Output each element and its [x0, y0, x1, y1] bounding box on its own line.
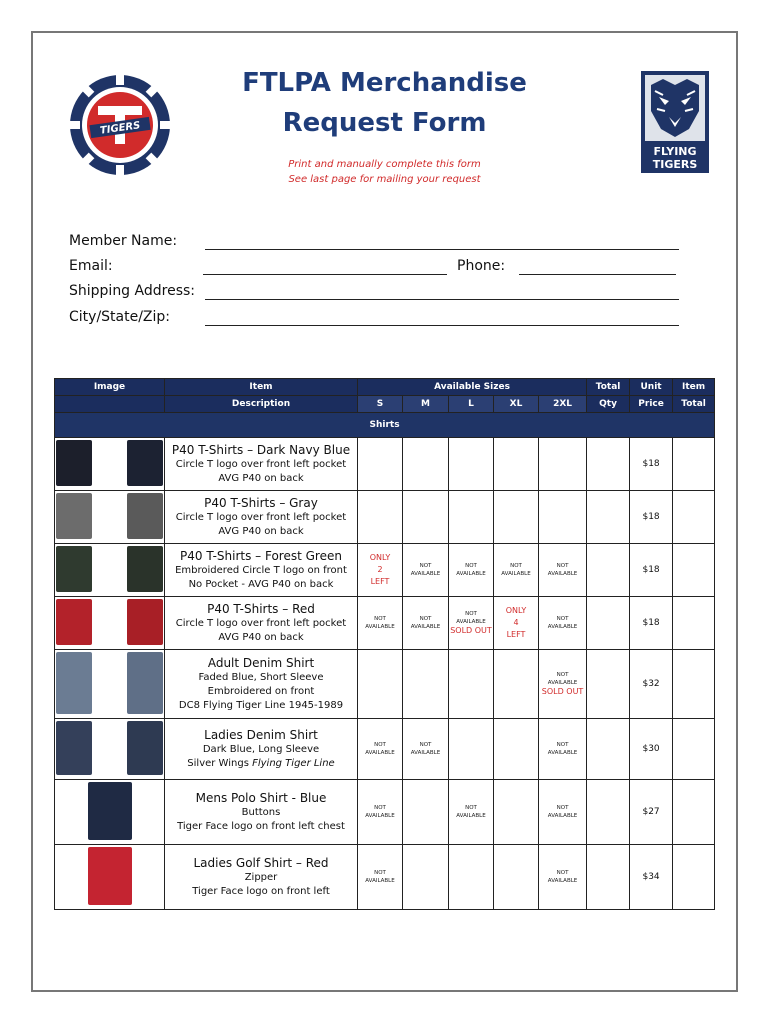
qty-m-input[interactable]	[403, 780, 449, 845]
form-page	[31, 31, 738, 992]
product-photo-back	[127, 546, 163, 592]
size-m-not-available	[403, 597, 449, 650]
item-desc: Embroidered Circle T logo on front	[175, 564, 347, 576]
qty-xl-input[interactable]	[494, 650, 539, 719]
na-text: NOT	[465, 805, 477, 811]
qty-s-input[interactable]	[358, 650, 403, 719]
na-text: AVAILABLE	[547, 624, 578, 630]
only-left-note: LEFT	[506, 630, 526, 639]
logo-left-text: TIGERS	[99, 120, 142, 137]
na-text: NOT	[374, 870, 386, 876]
col-item-total-1: Item	[673, 379, 715, 396]
size-s-not-available	[358, 780, 403, 845]
na-text: NOT	[419, 616, 432, 622]
na-text: NOT	[510, 563, 522, 569]
only-left-count: 2	[377, 565, 383, 574]
col-available-sizes: Available Sizes	[358, 379, 587, 396]
member-name-label: Member Name:	[69, 233, 178, 249]
table-row	[55, 780, 715, 845]
sold-out-badge: SOLD OUT	[450, 626, 492, 635]
qty-m-input[interactable]	[403, 650, 449, 719]
title-line-1: FTLPA Merchandise	[242, 68, 527, 98]
city-state-zip-field[interactable]	[205, 325, 679, 326]
item-name: P40 T-Shirts – Dark Navy Blue	[171, 442, 351, 457]
item-desc: AVG P40 on back	[218, 631, 304, 643]
na-text: AVAILABLE	[410, 624, 441, 630]
table-row	[55, 544, 715, 597]
na-text: NOT	[374, 616, 386, 622]
col-description: Description	[165, 396, 358, 413]
table-row	[55, 438, 715, 491]
page-title	[33, 63, 736, 143]
na-text: NOT	[556, 563, 569, 569]
product-image-cell	[55, 597, 165, 650]
col-unit-price-2: Price	[630, 396, 673, 413]
qty-l-input[interactable]	[449, 650, 494, 719]
total-qty-input[interactable]	[587, 597, 630, 650]
size-l-not-available	[449, 780, 494, 845]
na-text: NOT	[556, 805, 569, 811]
product-photo-front	[56, 493, 92, 539]
subtitle	[33, 157, 736, 187]
shipping-address-field[interactable]	[205, 299, 679, 300]
na-text: NOT	[465, 611, 477, 617]
size-s-not-available	[358, 597, 403, 650]
subtitle-line-1: Print and manually complete this form	[288, 159, 481, 170]
unit-price: $27	[630, 780, 673, 845]
item-desc: No Pocket - AVG P40 on back	[188, 578, 334, 590]
table-row	[55, 845, 715, 910]
item-description-cell	[165, 438, 358, 491]
item-name: P40 T-Shirts – Gray	[204, 495, 318, 510]
size-2xl-not-available	[539, 719, 587, 780]
item-name: Ladies Golf Shirt – Red	[193, 855, 329, 870]
table-row	[55, 491, 715, 544]
table-row	[55, 597, 715, 650]
product-photo	[88, 782, 132, 840]
na-text: AVAILABLE	[547, 813, 578, 819]
item-desc-part: Silver Wings	[187, 757, 253, 769]
qty-l-input[interactable]	[449, 438, 494, 491]
item-total-input[interactable]	[673, 780, 715, 845]
table-header-row-1	[55, 379, 715, 396]
table-header-row-2	[55, 396, 715, 413]
unit-price: $32	[630, 650, 673, 719]
na-text: AVAILABLE	[410, 750, 441, 756]
item-name: P40 T-Shirts – Forest Green	[180, 548, 342, 563]
qty-s-input[interactable]	[358, 491, 403, 544]
unit-price: $18	[630, 491, 673, 544]
phone-label: Phone:	[457, 258, 506, 274]
col-total-qty-1: Total	[587, 379, 630, 396]
product-image-cell	[55, 650, 165, 719]
table-row	[55, 650, 715, 719]
shipping-address-label: Shipping Address:	[69, 283, 195, 299]
item-desc: Dark Blue, Long Sleeve	[202, 743, 320, 755]
item-desc	[165, 757, 357, 771]
product-photo-front	[56, 546, 92, 592]
size-s-not-available	[358, 719, 403, 780]
size-m-not-available	[403, 719, 449, 780]
section-row-shirts	[55, 413, 715, 438]
product-image-cell	[55, 780, 165, 845]
logo-right-text-2: TIGERS	[652, 158, 698, 171]
product-image-cell	[55, 719, 165, 780]
size-m-not-available	[403, 544, 449, 597]
total-qty-input[interactable]	[587, 650, 630, 719]
na-text: AVAILABLE	[365, 878, 395, 884]
product-image-cell	[55, 544, 165, 597]
size-2xl-not-available	[539, 845, 587, 910]
qty-s-cell[interactable]	[358, 544, 403, 597]
item-desc: Tiger Face logo on front left	[192, 885, 330, 897]
qty-xl-input[interactable]	[494, 719, 539, 780]
subtitle-line-2: See last page for mailing your request	[288, 174, 481, 185]
qty-l-input[interactable]	[449, 845, 494, 910]
na-text: NOT	[374, 805, 386, 811]
na-text: NOT	[556, 616, 569, 622]
qty-xl-input[interactable]	[494, 438, 539, 491]
product-photo-back	[127, 440, 163, 486]
item-desc-italic: Flying Tiger Line	[252, 757, 335, 769]
item-total-input[interactable]	[673, 438, 715, 491]
unit-price: $18	[630, 544, 673, 597]
total-qty-input[interactable]	[587, 845, 630, 910]
na-text: AVAILABLE	[547, 878, 578, 884]
item-desc: Faded Blue, Short Sleeve	[198, 671, 324, 683]
product-photo-front	[56, 440, 92, 486]
na-text: AVAILABLE	[365, 750, 395, 756]
only-left-note: ONLY	[505, 606, 527, 615]
size-2xl-not-available	[539, 780, 587, 845]
qty-xl-input[interactable]	[494, 780, 539, 845]
na-text: NOT	[556, 742, 569, 748]
merchandise-table	[54, 378, 715, 910]
phone-field[interactable]	[519, 274, 676, 275]
qty-m-input[interactable]	[403, 845, 449, 910]
item-desc: AVG P40 on back	[218, 472, 304, 484]
na-text: AVAILABLE	[547, 750, 578, 756]
item-description-cell	[165, 845, 358, 910]
flying-tigers-logo	[641, 71, 709, 173]
size-s-not-available	[358, 845, 403, 910]
qty-xl-cell[interactable]	[494, 597, 539, 650]
total-qty-input[interactable]	[587, 780, 630, 845]
na-text: AVAILABLE	[456, 813, 486, 819]
product-photo	[88, 847, 132, 905]
col-image: Image	[55, 379, 165, 396]
qty-2xl-input[interactable]	[539, 438, 587, 491]
product-photo-front	[56, 721, 92, 775]
item-desc: AVG P40 on back	[218, 525, 304, 537]
col-size-2xl: 2XL	[539, 396, 587, 413]
qty-m-input[interactable]	[403, 438, 449, 491]
city-state-zip-label: City/State/Zip:	[69, 309, 171, 325]
qty-s-input[interactable]	[358, 438, 403, 491]
item-total-input[interactable]	[673, 845, 715, 910]
col-size-m: M	[403, 396, 449, 413]
item-desc: Buttons	[241, 806, 281, 818]
only-left-note: ONLY	[369, 553, 391, 562]
email-label: Email:	[69, 258, 113, 274]
item-name: P40 T-Shirts – Red	[207, 601, 315, 616]
item-description-cell	[165, 650, 358, 719]
col-unit-price-1: Unit	[630, 379, 673, 396]
na-text: AVAILABLE	[456, 571, 486, 577]
qty-m-input[interactable]	[403, 491, 449, 544]
na-text: AVAILABLE	[410, 571, 441, 577]
product-image-cell	[55, 845, 165, 910]
na-text: AVAILABLE	[365, 813, 395, 819]
na-text: NOT	[419, 563, 432, 569]
member-name-field[interactable]	[205, 249, 679, 250]
na-text: AVAILABLE	[547, 571, 578, 577]
item-total-input[interactable]	[673, 719, 715, 780]
item-description-cell	[165, 491, 358, 544]
item-name: Mens Polo Shirt - Blue	[195, 790, 327, 805]
size-l-sold-out	[449, 597, 494, 650]
col-item-total-2: Total	[673, 396, 715, 413]
only-left-count: 4	[513, 618, 519, 627]
qty-l-input[interactable]	[449, 719, 494, 780]
col-size-s: S	[358, 396, 403, 413]
na-text: AVAILABLE	[501, 571, 531, 577]
product-image-cell	[55, 438, 165, 491]
col-size-l: L	[449, 396, 494, 413]
size-2xl-not-available	[539, 597, 587, 650]
item-desc: Embroidered on front	[207, 685, 315, 697]
email-field[interactable]	[203, 274, 447, 275]
na-text: NOT	[419, 742, 432, 748]
product-photo-back	[127, 599, 163, 645]
item-total-input[interactable]	[673, 544, 715, 597]
unit-price: $18	[630, 597, 673, 650]
qty-2xl-input[interactable]	[539, 491, 587, 544]
unit-price: $30	[630, 719, 673, 780]
unit-price: $34	[630, 845, 673, 910]
product-photo-back	[127, 652, 163, 714]
na-text: NOT	[374, 742, 386, 748]
qty-xl-input[interactable]	[494, 845, 539, 910]
qty-l-input[interactable]	[449, 491, 494, 544]
item-name: Adult Denim Shirt	[207, 655, 315, 670]
item-desc: Circle T logo over front left pocket	[175, 511, 347, 523]
item-total-input[interactable]	[673, 491, 715, 544]
na-text: NOT	[465, 563, 477, 569]
item-description-cell	[165, 544, 358, 597]
section-title: Shirts	[55, 413, 715, 438]
total-qty-input[interactable]	[587, 491, 630, 544]
size-2xl-not-available	[539, 544, 587, 597]
na-text: AVAILABLE	[456, 619, 486, 625]
item-total-input[interactable]	[673, 650, 715, 719]
na-text: AVAILABLE	[365, 624, 395, 630]
product-image-cell	[55, 491, 165, 544]
size-l-not-available	[449, 544, 494, 597]
unit-price: $18	[630, 438, 673, 491]
item-description-cell	[165, 780, 358, 845]
na-text: AVAILABLE	[547, 680, 578, 686]
total-qty-input[interactable]	[587, 438, 630, 491]
item-desc: DC8 Flying Tiger Line 1945-1989	[178, 699, 344, 711]
logo-right-text-1: FLYING	[653, 145, 697, 158]
item-desc: Zipper	[244, 871, 278, 883]
size-xl-not-available	[494, 544, 539, 597]
total-qty-input[interactable]	[587, 544, 630, 597]
item-total-input[interactable]	[673, 597, 715, 650]
table-row	[55, 719, 715, 780]
product-photo-back	[127, 493, 163, 539]
col-item: Item	[165, 379, 358, 396]
title-line-2: Request Form	[282, 108, 487, 138]
product-photo-front	[56, 599, 92, 645]
item-name: Ladies Denim Shirt	[204, 727, 318, 742]
col-total-qty-2: Qty	[587, 396, 630, 413]
sold-out-badge: SOLD OUT	[541, 687, 584, 696]
product-photo-back	[127, 721, 163, 775]
na-text: NOT	[556, 870, 569, 876]
only-left-note: LEFT	[370, 577, 390, 586]
item-description-cell	[165, 719, 358, 780]
item-desc: Tiger Face logo on front left chest	[177, 820, 345, 832]
item-desc: Circle T logo over front left pocket	[175, 617, 347, 629]
na-text: NOT	[556, 672, 569, 678]
item-description-cell	[165, 597, 358, 650]
qty-xl-input[interactable]	[494, 491, 539, 544]
col-size-xl: XL	[494, 396, 539, 413]
product-photo-front	[56, 652, 92, 714]
size-2xl-sold-out	[539, 650, 587, 719]
total-qty-input[interactable]	[587, 719, 630, 780]
item-desc: Circle T logo over front left pocket	[175, 458, 347, 470]
